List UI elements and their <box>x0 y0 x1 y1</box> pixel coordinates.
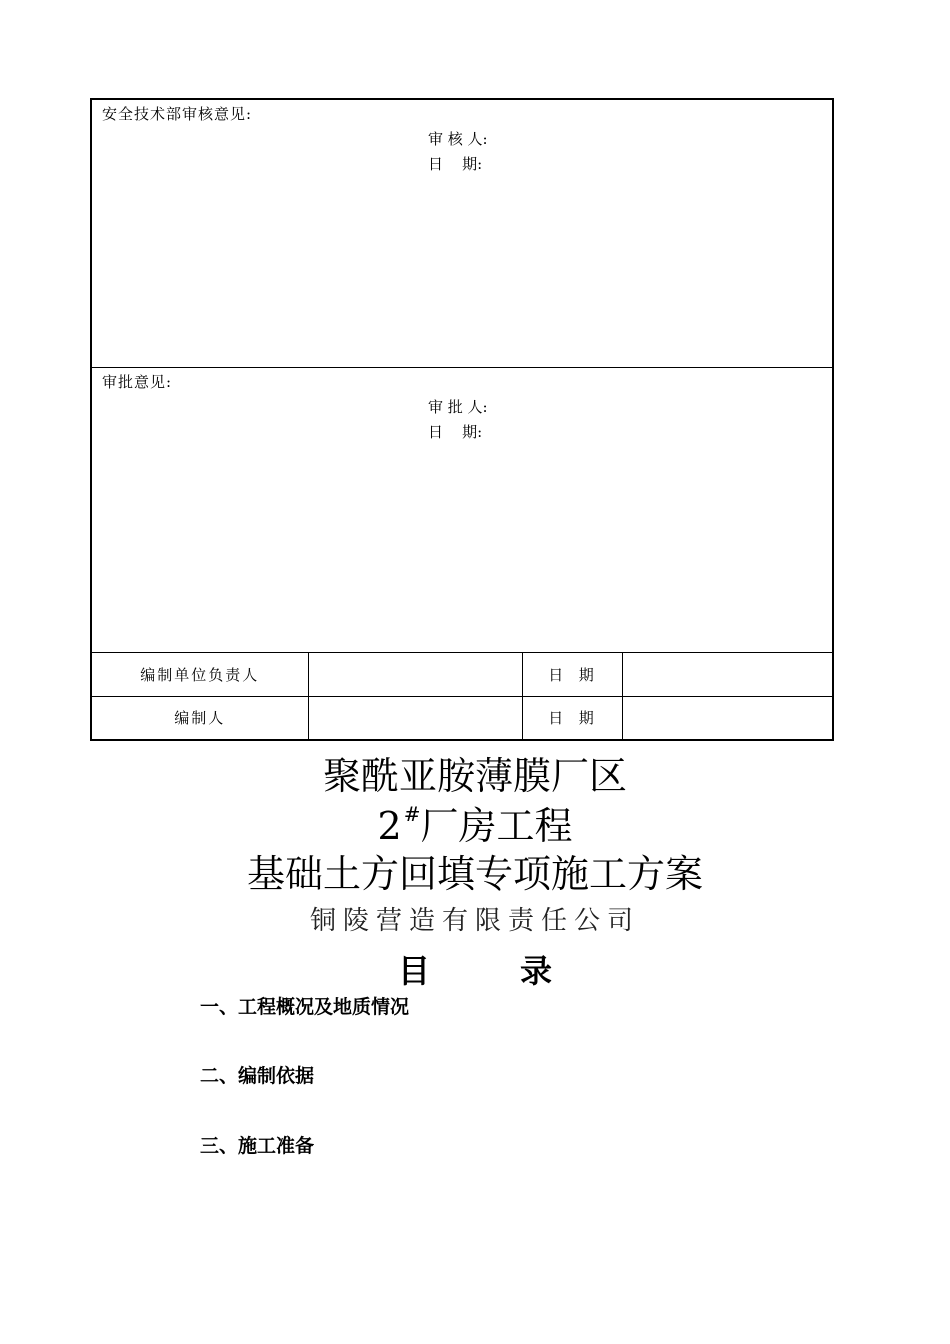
approval-form-table <box>90 98 834 741</box>
toc-item[interactable]: 一、工程概况及地质情况 <box>200 996 410 1018</box>
review-date-label: 日 期: <box>428 155 483 173</box>
approval-opinion-label: 审批意见: <box>102 372 173 391</box>
cover-title-line3: 基础土方回填专项施工方案 <box>246 852 703 896</box>
reviewer-label: 审 核 人: <box>428 130 488 148</box>
building-number: 2 <box>377 804 402 848</box>
compiler-date-label: 日 期 <box>522 696 622 740</box>
safety-opinion-label: 安全技术部审核意见: <box>102 105 253 123</box>
compiler-value[interactable] <box>308 696 522 740</box>
toc-title-a: 目 <box>397 952 430 990</box>
unit-head-date-value[interactable] <box>622 652 833 696</box>
toc-item[interactable]: 二、编制依据 <box>200 1065 315 1087</box>
approval-date-label: 日 期: <box>428 422 483 441</box>
compiler-date-value[interactable] <box>622 696 833 740</box>
compiler-label: 编制人 <box>91 696 308 740</box>
cover-title-line2 <box>0 795 950 850</box>
unit-head-value[interactable] <box>308 652 522 696</box>
toc-title <box>0 946 950 992</box>
approval-opinion-cell <box>91 367 833 652</box>
toc-item[interactable]: 三、施工准备 <box>200 1135 315 1157</box>
toc-title-b: 录 <box>520 952 553 990</box>
building-number-mark: # <box>403 802 421 826</box>
cover-title-line1: 聚酰亚胺薄膜厂区 <box>322 754 627 798</box>
company-name: 铜陵营造有限责任公司 <box>309 906 640 936</box>
approver-label: 审 批 人: <box>428 397 488 416</box>
unit-head-label: 编制单位负责人 <box>91 652 308 696</box>
unit-head-date-label: 日 期 <box>522 652 622 696</box>
safety-opinion-cell <box>91 99 833 367</box>
building-name: 厂房工程 <box>420 804 573 848</box>
